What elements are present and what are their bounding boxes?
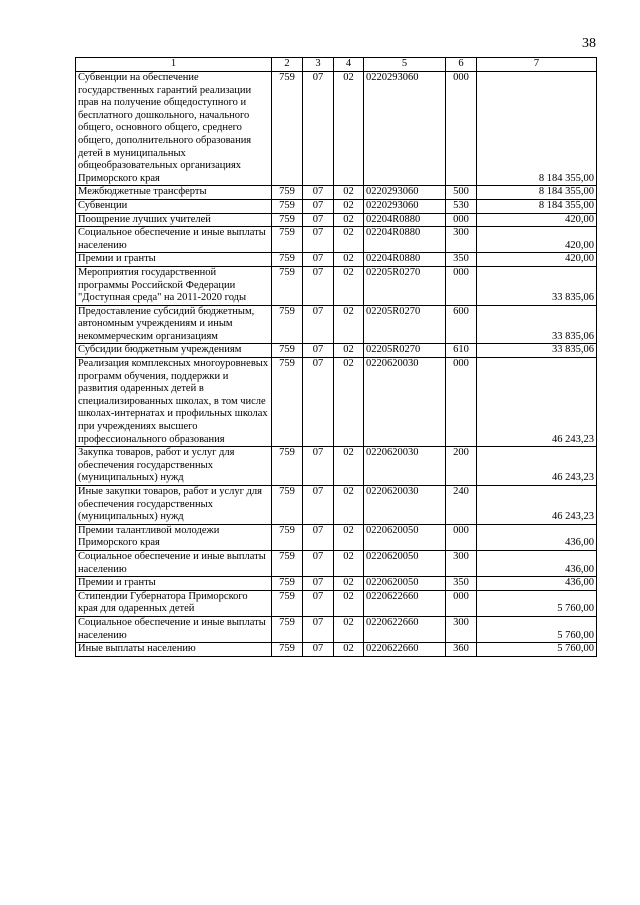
table-row xyxy=(76,199,597,213)
code-cell: 07 xyxy=(303,213,334,227)
amount-cell: 436,00 xyxy=(477,524,597,550)
amount-cell: 420,00 xyxy=(477,213,597,227)
code-cell: 07 xyxy=(303,447,334,486)
code-cell: 02 xyxy=(334,199,364,213)
code-cell: 07 xyxy=(303,577,334,591)
code-cell: 07 xyxy=(303,358,334,447)
code-cell: 0220622660 xyxy=(364,590,446,616)
amount-cell: 5 760,00 xyxy=(477,590,597,616)
code-cell: 02 xyxy=(334,213,364,227)
item-name-cell: Реализация комплексных многоуровневых программ обучения, поддержки и развития одаренных детей в специализированных школах, в том числе школах-интернатах и профильных школах при учреждениях высшего профессионального образования xyxy=(76,358,272,447)
code-cell: 759 xyxy=(272,550,303,576)
code-cell: 02 xyxy=(334,72,364,186)
code-cell: 07 xyxy=(303,199,334,213)
code-cell: 0220620030 xyxy=(364,486,446,525)
amount-cell: 46 243,23 xyxy=(477,486,597,525)
code-cell: 759 xyxy=(272,643,303,657)
code-cell: 02 xyxy=(334,577,364,591)
code-cell: 07 xyxy=(303,305,334,344)
code-cell: 759 xyxy=(272,199,303,213)
table-row xyxy=(76,616,597,642)
code-cell: 600 xyxy=(446,305,477,344)
item-name-cell: Субвенции на обеспечение государственных гарантий реализации прав на получение общедоступного и бесплатного дошкольного, начального общего, основного общего, среднего общего, дополнительного образования детей в муниципальных общеобразовательных организациях Приморского края xyxy=(76,72,272,186)
code-cell: 759 xyxy=(272,186,303,200)
amount-cell: 46 243,23 xyxy=(477,358,597,447)
code-cell: 300 xyxy=(446,227,477,253)
item-name-cell: Иные выплаты населению xyxy=(76,643,272,657)
column-header: 5 xyxy=(364,58,446,72)
table-row xyxy=(76,266,597,305)
item-name-cell: Межбюджетные трансферты xyxy=(76,186,272,200)
column-header: 1 xyxy=(76,58,272,72)
code-cell: 759 xyxy=(272,305,303,344)
code-cell: 07 xyxy=(303,72,334,186)
code-cell: 000 xyxy=(446,590,477,616)
item-name-cell: Поощрение лучших учителей xyxy=(76,213,272,227)
item-name-cell: Премии талантливой молодежи Приморского края xyxy=(76,524,272,550)
amount-cell: 33 835,06 xyxy=(477,266,597,305)
budget-table xyxy=(75,57,597,657)
code-cell: 07 xyxy=(303,227,334,253)
table-row xyxy=(76,305,597,344)
code-cell: 759 xyxy=(272,266,303,305)
item-name-cell: Мероприятия государственной программы Российской Федерации "Доступная среда" на 2011-2020 годы xyxy=(76,266,272,305)
code-cell: 02 xyxy=(334,616,364,642)
code-cell: 759 xyxy=(272,344,303,358)
code-cell: 0220620050 xyxy=(364,550,446,576)
code-cell: 759 xyxy=(272,616,303,642)
table-row xyxy=(76,486,597,525)
code-cell: 02 xyxy=(334,344,364,358)
code-cell: 500 xyxy=(446,186,477,200)
column-header: 4 xyxy=(334,58,364,72)
code-cell: 02 xyxy=(334,186,364,200)
table-row xyxy=(76,447,597,486)
item-name-cell: Субсидии бюджетным учреждениям xyxy=(76,344,272,358)
code-cell: 0220620030 xyxy=(364,447,446,486)
amount-cell: 46 243,23 xyxy=(477,447,597,486)
amount-cell: 436,00 xyxy=(477,577,597,591)
code-cell: 07 xyxy=(303,266,334,305)
code-cell: 02205R0270 xyxy=(364,266,446,305)
code-cell: 02 xyxy=(334,447,364,486)
code-cell: 759 xyxy=(272,72,303,186)
code-cell: 0220622660 xyxy=(364,643,446,657)
code-cell: 02 xyxy=(334,550,364,576)
item-name-cell: Премии и гранты xyxy=(76,577,272,591)
code-cell: 350 xyxy=(446,577,477,591)
code-cell: 360 xyxy=(446,643,477,657)
code-cell: 0220293060 xyxy=(364,199,446,213)
table-row xyxy=(76,344,597,358)
code-cell: 0220622660 xyxy=(364,616,446,642)
amount-cell: 8 184 355,00 xyxy=(477,199,597,213)
table-row xyxy=(76,577,597,591)
item-name-cell: Закупка товаров, работ и услуг для обеспечения государственных (муниципальных) нужд xyxy=(76,447,272,486)
code-cell: 07 xyxy=(303,550,334,576)
table-row xyxy=(76,358,597,447)
code-cell: 02 xyxy=(334,486,364,525)
code-cell: 200 xyxy=(446,447,477,486)
code-cell: 02 xyxy=(334,227,364,253)
amount-cell: 33 835,06 xyxy=(477,344,597,358)
code-cell: 000 xyxy=(446,266,477,305)
item-name-cell: Субвенции xyxy=(76,199,272,213)
table-row xyxy=(76,186,597,200)
column-header: 2 xyxy=(272,58,303,72)
code-cell: 02204R0880 xyxy=(364,227,446,253)
amount-cell: 420,00 xyxy=(477,253,597,267)
code-cell: 07 xyxy=(303,486,334,525)
amount-cell: 420,00 xyxy=(477,227,597,253)
item-name-cell: Предоставление субсидий бюджетным, автономным учреждениям и иным некоммерческим организациям xyxy=(76,305,272,344)
code-cell: 07 xyxy=(303,253,334,267)
code-cell: 759 xyxy=(272,447,303,486)
code-cell: 02204R0880 xyxy=(364,253,446,267)
column-header: 6 xyxy=(446,58,477,72)
table-row xyxy=(76,213,597,227)
code-cell: 759 xyxy=(272,524,303,550)
code-cell: 0220293060 xyxy=(364,186,446,200)
code-cell: 350 xyxy=(446,253,477,267)
code-cell: 02 xyxy=(334,524,364,550)
code-cell: 000 xyxy=(446,524,477,550)
code-cell: 759 xyxy=(272,227,303,253)
code-cell: 0220620030 xyxy=(364,358,446,447)
code-cell: 240 xyxy=(446,486,477,525)
code-cell: 0220293060 xyxy=(364,72,446,186)
table-header-row xyxy=(76,58,597,72)
code-cell: 02 xyxy=(334,305,364,344)
code-cell: 300 xyxy=(446,550,477,576)
table-row xyxy=(76,72,597,186)
amount-cell: 33 835,06 xyxy=(477,305,597,344)
item-name-cell: Социальное обеспечение и иные выплаты населению xyxy=(76,616,272,642)
code-cell: 07 xyxy=(303,616,334,642)
code-cell: 759 xyxy=(272,253,303,267)
table-row xyxy=(76,227,597,253)
page-number: 38 xyxy=(582,36,596,51)
code-cell: 02204R0880 xyxy=(364,213,446,227)
code-cell: 02 xyxy=(334,643,364,657)
code-cell: 759 xyxy=(272,590,303,616)
amount-cell: 436,00 xyxy=(477,550,597,576)
code-cell: 02 xyxy=(334,358,364,447)
code-cell: 07 xyxy=(303,524,334,550)
column-header: 3 xyxy=(303,58,334,72)
item-name-cell: Стипендии Губернатора Приморского края для одаренных детей xyxy=(76,590,272,616)
code-cell: 000 xyxy=(446,72,477,186)
amount-cell: 8 184 355,00 xyxy=(477,72,597,186)
amount-cell: 5 760,00 xyxy=(477,643,597,657)
amount-cell: 5 760,00 xyxy=(477,616,597,642)
code-cell: 530 xyxy=(446,199,477,213)
code-cell: 0220620050 xyxy=(364,524,446,550)
item-name-cell: Премии и гранты xyxy=(76,253,272,267)
code-cell: 610 xyxy=(446,344,477,358)
table-row xyxy=(76,524,597,550)
code-cell: 07 xyxy=(303,186,334,200)
item-name-cell: Иные закупки товаров, работ и услуг для обеспечения государственных (муниципальных) нужд xyxy=(76,486,272,525)
amount-cell: 8 184 355,00 xyxy=(477,186,597,200)
code-cell: 02 xyxy=(334,253,364,267)
item-name-cell: Социальное обеспечение и иные выплаты населению xyxy=(76,550,272,576)
code-cell: 000 xyxy=(446,358,477,447)
table-row xyxy=(76,590,597,616)
code-cell: 07 xyxy=(303,590,334,616)
code-cell: 300 xyxy=(446,616,477,642)
column-header: 7 xyxy=(477,58,597,72)
code-cell: 07 xyxy=(303,344,334,358)
code-cell: 000 xyxy=(446,213,477,227)
code-cell: 02205R0270 xyxy=(364,344,446,358)
item-name-cell: Социальное обеспечение и иные выплаты населению xyxy=(76,227,272,253)
code-cell: 02205R0270 xyxy=(364,305,446,344)
code-cell: 02 xyxy=(334,590,364,616)
code-cell: 02 xyxy=(334,266,364,305)
table-row xyxy=(76,550,597,576)
table-row xyxy=(76,643,597,657)
code-cell: 759 xyxy=(272,486,303,525)
code-cell: 759 xyxy=(272,213,303,227)
table-row xyxy=(76,253,597,267)
code-cell: 07 xyxy=(303,643,334,657)
code-cell: 759 xyxy=(272,577,303,591)
code-cell: 0220620050 xyxy=(364,577,446,591)
code-cell: 759 xyxy=(272,358,303,447)
